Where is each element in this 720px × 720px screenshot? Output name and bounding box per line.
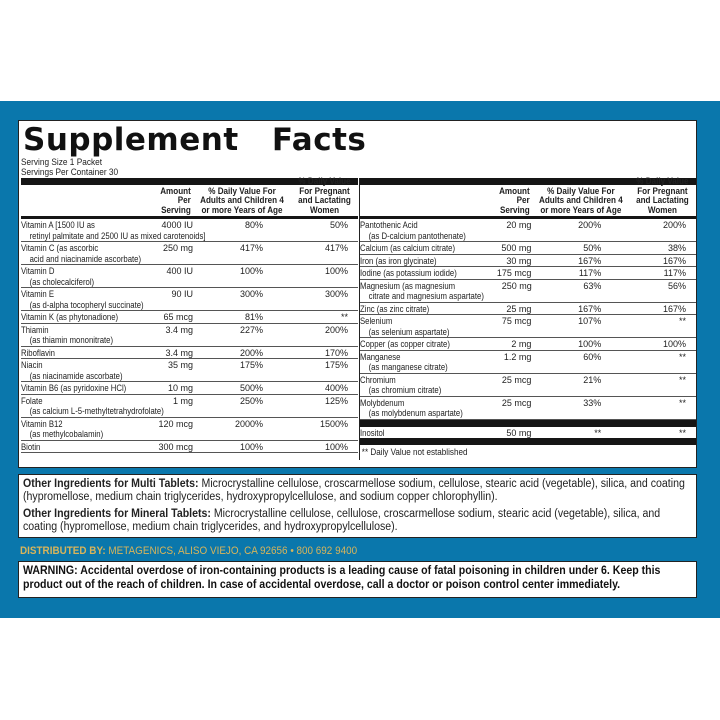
amount-per-serving: 35 mg bbox=[167, 360, 193, 370]
table-row bbox=[21, 324, 358, 347]
daily-value-pregnant: 167% bbox=[662, 303, 687, 314]
nutrient-source: (as calcium L-5-methyltetrahydrofolate) bbox=[29, 406, 164, 416]
amount-per-serving: 500 mg bbox=[501, 243, 532, 253]
amount-per-serving: 90 IU bbox=[171, 289, 193, 299]
amount-per-serving: 30 mg bbox=[506, 255, 532, 266]
nutrient-source: (as molybdenum aspartate) bbox=[368, 408, 463, 418]
nutrient-name: Vitamin K (as phytonadione) bbox=[21, 312, 119, 322]
nutrient-source: retinyl palmitate and 2500 IU as mixed carotenoids] bbox=[29, 230, 206, 241]
table-row bbox=[21, 288, 358, 311]
panel-title: Supplement Facts bbox=[23, 122, 367, 158]
nutrient-name: Vitamin C (as ascorbic acid and niacinamide ascorbate) bbox=[21, 243, 142, 264]
nutrient-source: (as niacinamide ascorbate) bbox=[29, 370, 123, 381]
daily-value-pregnant: 56% bbox=[668, 280, 687, 291]
nutrient-name: Niacin (as niacinamide ascorbate) bbox=[21, 360, 149, 381]
amount-per-serving: 25 mcg bbox=[501, 397, 532, 408]
mineral-rows bbox=[360, 219, 696, 420]
nutrient-name: Manganese (as manganese citrate) bbox=[360, 352, 488, 373]
daily-value-pregnant: 38% bbox=[668, 243, 687, 253]
daily-value-pregnant: 100% bbox=[662, 339, 687, 349]
nutrient-name: Molybdenum (as molybdenum aspartate) bbox=[360, 398, 488, 419]
nutrient-name: Iodine (as potassium iodide) bbox=[360, 268, 457, 278]
col-dv-pregnant: % Daily Value For Pregnant and Lactating Women bbox=[298, 176, 351, 215]
nutrient-source: (as D-calcium pantothenate) bbox=[368, 230, 466, 241]
daily-value-adults: 300% bbox=[239, 289, 263, 299]
amount-per-serving: 3.4 mg bbox=[165, 347, 193, 358]
daily-value-adults: 227% bbox=[239, 324, 263, 335]
table-row bbox=[360, 397, 696, 420]
daily-value-adults: 80% bbox=[244, 220, 263, 230]
daily-value-adults: 60% bbox=[583, 351, 602, 362]
table-row bbox=[360, 338, 696, 351]
daily-value-adults: 167% bbox=[578, 303, 602, 314]
daily-value-adults: 33% bbox=[583, 397, 602, 408]
nutrient-source: (as selenium aspartate) bbox=[368, 326, 450, 337]
nutrient-name: Riboflavin bbox=[21, 347, 55, 358]
nutrient-source: (as cholecalciferol) bbox=[29, 276, 95, 287]
amount-per-serving: 2 mg bbox=[511, 339, 532, 349]
daily-value-adults: 2000% bbox=[234, 418, 263, 429]
supplement-facts-panel bbox=[18, 120, 697, 468]
daily-value-pregnant: ** bbox=[679, 351, 687, 362]
col-amount: Amount Per Serving bbox=[160, 185, 191, 215]
daily-value-pregnant: 1500% bbox=[319, 418, 348, 429]
table-header bbox=[21, 176, 358, 219]
col-dv-adults: % Daily Value For Adults and Children 4 or more Years of Age bbox=[200, 185, 284, 215]
footnote: ** Daily Value not established bbox=[361, 447, 468, 457]
table-row bbox=[360, 351, 696, 374]
nutrient-name: Vitamin B12 (as methylcobalamin) bbox=[21, 419, 149, 440]
daily-value-adults: 167% bbox=[578, 255, 602, 266]
daily-value-pregnant: 125% bbox=[324, 395, 348, 406]
table-row bbox=[21, 219, 358, 242]
nutrient-source: (as d-alpha tocopheryl succinate) bbox=[29, 299, 144, 310]
table-row bbox=[360, 219, 696, 242]
nutrient-name: Vitamin E (as d-alpha tocopheryl succinate) bbox=[21, 289, 144, 310]
table-row bbox=[21, 441, 358, 454]
daily-value-pregnant: ** bbox=[679, 316, 687, 326]
table-row bbox=[360, 303, 696, 316]
daily-value-pregnant: 167% bbox=[662, 255, 687, 266]
amount-per-serving: 25 mg bbox=[506, 303, 532, 314]
nutrient-name: Folate (as calcium L-5-methyltetrahydrofolate) bbox=[21, 395, 164, 416]
nutrient-source: (as methylcobalamin) bbox=[29, 429, 104, 439]
nutrient-name: Chromium (as chromium citrate) bbox=[360, 375, 488, 396]
nutrient-name: Vitamin D (as cholecalciferol) bbox=[21, 266, 149, 287]
amount-per-serving: 250 mg bbox=[501, 280, 532, 291]
amount-per-serving: 175 mcg bbox=[496, 268, 532, 278]
table-row bbox=[21, 242, 358, 265]
table-row-inositol: Inositol 50 mg ** ** bbox=[360, 427, 687, 438]
col-dv-pregnant: % Daily Value For Pregnant and Lactating Women bbox=[636, 176, 689, 215]
section-rule bbox=[360, 438, 696, 445]
warning-panel bbox=[18, 561, 697, 598]
table-row bbox=[360, 315, 696, 338]
vitamins-table bbox=[21, 178, 358, 453]
nutrient-name: Magnesium (as magnesium citrate and magnesium aspartate) bbox=[360, 280, 484, 301]
daily-value-pregnant: 117% bbox=[663, 268, 687, 278]
other-ingredients-panel bbox=[18, 474, 697, 538]
warning-text: WARNING: Accidental overdose of iron-containing products is a leading cause of fatal poisoning in children under 6. Keep this product out of the reach of children. In case of accidental overdose, call a doctor or poison control center immediately. bbox=[23, 565, 661, 591]
daily-value-adults: 81% bbox=[244, 312, 263, 322]
amount-per-serving: 120 mcg bbox=[158, 418, 193, 429]
table-row bbox=[21, 395, 358, 418]
daily-value-pregnant: 200% bbox=[662, 220, 687, 230]
servings-per-container: Servings Per Container 30 bbox=[21, 167, 119, 177]
daily-value-adults: 417% bbox=[239, 243, 263, 253]
amount-per-serving: 25 mcg bbox=[501, 374, 532, 385]
daily-value-pregnant: 100% bbox=[324, 441, 348, 452]
amount-per-serving: 3.4 mg bbox=[165, 324, 193, 335]
table-row bbox=[360, 242, 696, 255]
amount-per-serving: 20 mg bbox=[506, 220, 532, 230]
serving-info bbox=[21, 157, 118, 177]
daily-value-pregnant: ** bbox=[679, 374, 687, 385]
daily-value-adults: 500% bbox=[239, 383, 263, 393]
nutrient-name: Vitamin B6 (as pyridoxine HCl) bbox=[21, 383, 127, 393]
daily-value-adults: 250% bbox=[239, 395, 263, 406]
table-row bbox=[360, 374, 696, 397]
nutrient-name: Biotin bbox=[21, 441, 41, 452]
daily-value-pregnant: 100% bbox=[324, 266, 348, 276]
table-row bbox=[21, 347, 358, 360]
col-amount: Amount Per Serving bbox=[498, 185, 530, 215]
nutrient-source: citrate and magnesium aspartate) bbox=[368, 291, 484, 301]
daily-value-pregnant: 417% bbox=[324, 243, 348, 253]
table-row bbox=[360, 255, 696, 268]
nutrient-name: Copper (as copper citrate) bbox=[360, 339, 450, 349]
table-row bbox=[21, 359, 358, 382]
daily-value-adults: 107% bbox=[578, 316, 602, 326]
table-row bbox=[21, 265, 358, 288]
nutrient-name: Iron (as iron glycinate) bbox=[360, 255, 437, 266]
daily-value-pregnant: 300% bbox=[324, 289, 348, 299]
nutrient-name: Pantothenic Acid (as D-calcium pantothenate) bbox=[360, 220, 488, 241]
daily-value-adults: 63% bbox=[583, 280, 602, 291]
vitamin-rows bbox=[21, 219, 358, 453]
col-dv-adults: % Daily Value For Adults and Children 4 or more Years of Age bbox=[538, 185, 623, 215]
nutrient-source: acid and niacinamide ascorbate) bbox=[29, 253, 142, 264]
daily-value-adults: 100% bbox=[239, 441, 263, 452]
amount-per-serving: 1 mg bbox=[172, 395, 193, 406]
daily-value-pregnant: 50% bbox=[329, 220, 348, 230]
daily-value-pregnant: ** bbox=[340, 312, 348, 322]
daily-value-adults: 21% bbox=[583, 374, 602, 385]
amount-per-serving: 300 mcg bbox=[158, 441, 193, 452]
daily-value-adults: 175% bbox=[239, 360, 263, 370]
daily-value-adults: 117% bbox=[578, 268, 602, 278]
serving-size: Serving Size 1 Packet bbox=[21, 157, 103, 167]
nutrient-name: Thiamin (as thiamin mononitrate) bbox=[21, 325, 149, 346]
amount-per-serving: 250 mg bbox=[162, 243, 193, 253]
nutrient-source: (as thiamin mononitrate) bbox=[29, 335, 114, 345]
table-row bbox=[21, 382, 358, 395]
nutrient-name: Calcium (as calcium citrate) bbox=[360, 243, 456, 253]
nutrient-name: Zinc (as zinc citrate) bbox=[360, 303, 430, 314]
nutrient-name: Vitamin A [1500 IU as retinyl palmitate and 2500 IU as mixed carotenoids] bbox=[21, 220, 206, 241]
amount-per-serving: 1.2 mg bbox=[503, 351, 532, 362]
multi-ingredients: Other Ingredients for Multi Tablets: Microcrystalline cellulose, croscarmellose sodium, cellulose, stearic acid (vegetable), silica, and coating (hypromellose, medium chain triglycerides, hydroxypropylcellulose, and sodium copper chlorophyllin). bbox=[23, 478, 685, 503]
daily-value-adults: 200% bbox=[578, 220, 602, 230]
table-row bbox=[21, 311, 358, 324]
daily-value-pregnant: 170% bbox=[324, 347, 348, 358]
table-row bbox=[360, 267, 696, 280]
daily-value-pregnant: 400% bbox=[324, 383, 348, 393]
table-row bbox=[360, 280, 696, 303]
amount-per-serving: 400 IU bbox=[166, 266, 193, 276]
amount-per-serving: 4000 IU bbox=[161, 220, 193, 230]
daily-value-adults: 100% bbox=[578, 339, 602, 349]
daily-value-adults: 50% bbox=[583, 243, 602, 253]
daily-value-adults: 100% bbox=[239, 266, 263, 276]
table-header bbox=[360, 176, 696, 219]
amount-per-serving: 10 mg bbox=[167, 383, 193, 393]
mineral-ingredients: Other Ingredients for Mineral Tablets: Microcrystalline cellulose, cellulose, croscarmellose sodium, stearic acid (vegetable), silica, and coating (hypromellose, medium chain triglycerides, and hydroxypropylcellulose). bbox=[23, 508, 661, 533]
table-row bbox=[21, 418, 358, 441]
daily-value-pregnant: 200% bbox=[324, 324, 348, 335]
minerals-table bbox=[359, 178, 696, 460]
daily-value-adults: 200% bbox=[239, 347, 263, 358]
daily-value-pregnant: 175% bbox=[324, 360, 348, 370]
amount-per-serving: 75 mcg bbox=[501, 316, 532, 326]
nutrient-source: (as manganese citrate) bbox=[368, 362, 448, 372]
section-rule bbox=[360, 420, 696, 427]
daily-value-pregnant: ** bbox=[679, 397, 687, 408]
distributor-line: DISTRIBUTED BY: METAGENICS, ALISO VIEJO, CA 92656 • 800 692 9400 bbox=[20, 545, 358, 557]
nutrient-source: (as chromium citrate) bbox=[368, 385, 442, 395]
amount-per-serving: 65 mcg bbox=[163, 312, 193, 322]
nutrient-name: Selenium (as selenium aspartate) bbox=[360, 316, 488, 337]
